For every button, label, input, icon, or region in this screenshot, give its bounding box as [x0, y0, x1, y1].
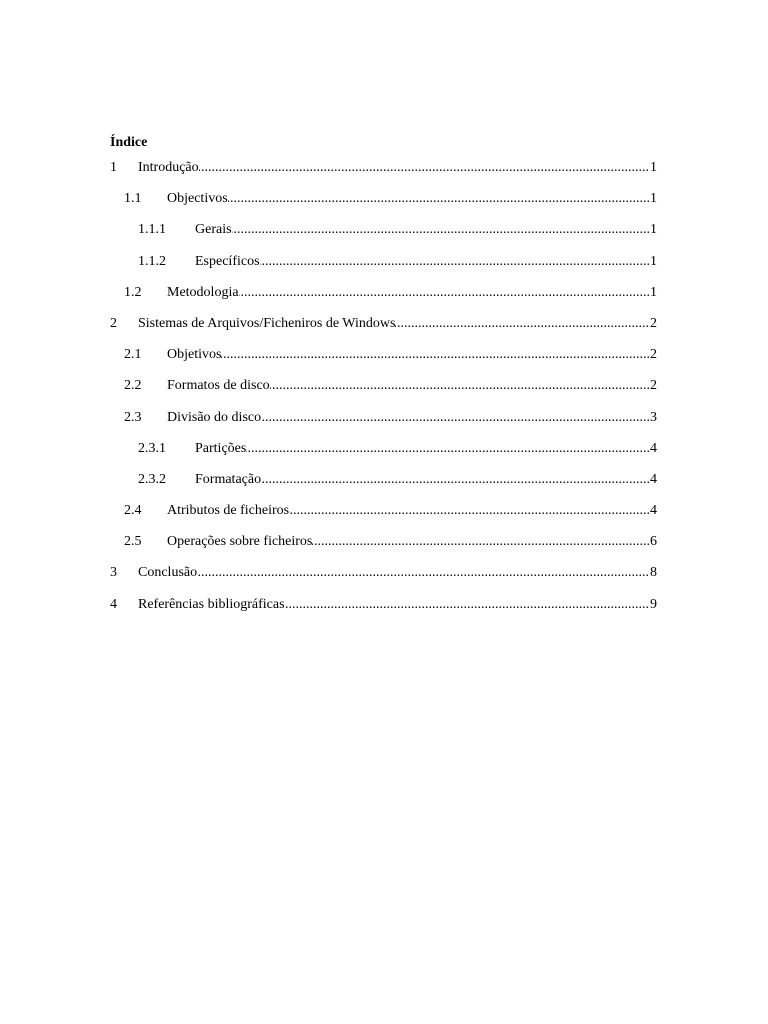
- toc-entry[interactable]: [110, 283, 657, 314]
- toc-entry[interactable]: [110, 439, 657, 470]
- toc-heading: Índice: [110, 135, 148, 150]
- toc-entry-number: 4: [110, 595, 117, 615]
- toc-entry-label: Metodologia: [167, 284, 239, 300]
- toc-entry-number: 2.4: [124, 501, 142, 521]
- toc-entry[interactable]: [110, 532, 657, 563]
- toc-entry-label: Atributos de ficheiros: [167, 503, 290, 519]
- toc-entry-number: 2.2: [124, 376, 142, 396]
- toc-entry-line: [167, 189, 657, 209]
- toc-entry-page: 1: [649, 189, 657, 209]
- toc-entry-label: Formatos de disco: [167, 378, 270, 394]
- toc-entry-number: 1.2: [124, 283, 142, 303]
- toc-entry-label: Gerais: [195, 222, 232, 238]
- toc-entry-line: [167, 376, 657, 396]
- toc-entry-number: 2.5: [124, 532, 142, 552]
- toc-entry-label: Referências bibliográficas: [138, 596, 285, 612]
- toc-entry-page: 2: [649, 314, 657, 334]
- toc-entry-page: 4: [649, 439, 657, 459]
- toc-entry-label: Sistemas de Arquivos/Ficheniros de Windows: [138, 315, 396, 331]
- toc-entry-page: 9: [649, 595, 657, 615]
- toc-entry-line: [138, 595, 657, 615]
- toc-entry-page: 1: [649, 252, 657, 272]
- toc-entry-line: [195, 252, 657, 272]
- toc-entry[interactable]: [110, 189, 657, 220]
- toc-entry[interactable]: [110, 314, 657, 345]
- toc-entry-page: 2: [649, 376, 657, 396]
- toc-entry-page: 6: [649, 532, 657, 552]
- toc-entry-page: 3: [649, 408, 657, 428]
- toc-entry-line: [138, 158, 657, 178]
- toc-entry-line: [167, 408, 657, 428]
- toc-entry-line: [195, 439, 657, 459]
- toc-entry-line: [167, 532, 657, 552]
- toc-entry-page: 1: [649, 220, 657, 240]
- toc-entry-line: [167, 345, 657, 365]
- toc-entry-line: [138, 314, 657, 334]
- toc-entry-label: Objetivos: [167, 347, 222, 363]
- toc-entry-line: [138, 563, 657, 583]
- table-of-contents: [110, 158, 657, 626]
- toc-entry-line: [167, 283, 657, 303]
- toc-entry-page: 1: [649, 283, 657, 303]
- toc-entry-number: 3: [110, 563, 117, 583]
- toc-entry-label: Formatação: [195, 471, 262, 487]
- toc-entry[interactable]: [110, 345, 657, 376]
- toc-entry-number: 1.1.2: [138, 252, 166, 272]
- toc-entry-number: 1.1.1: [138, 220, 166, 240]
- toc-entry[interactable]: [110, 158, 657, 189]
- toc-entry-page: 1: [649, 158, 657, 178]
- toc-entry-page: 4: [649, 501, 657, 521]
- toc-entry[interactable]: [110, 563, 657, 594]
- toc-entry-label: Partições: [195, 440, 247, 456]
- toc-entry[interactable]: [110, 470, 657, 501]
- toc-entry-page: 8: [649, 563, 657, 583]
- toc-entry[interactable]: [110, 408, 657, 439]
- toc-entry[interactable]: [110, 252, 657, 283]
- toc-entry-number: 2.3.1: [138, 439, 166, 459]
- toc-entry-number: 1: [110, 158, 117, 178]
- toc-entry-number: 2.3.2: [138, 470, 166, 490]
- toc-entry-page: 4: [649, 470, 657, 490]
- toc-entry-label: Objectivos: [167, 191, 228, 207]
- toc-entry-number: 2.1: [124, 345, 142, 365]
- toc-entry[interactable]: [110, 376, 657, 407]
- toc-entry-line: [195, 470, 657, 490]
- toc-entry-number: 2: [110, 314, 117, 334]
- toc-entry[interactable]: [110, 220, 657, 251]
- toc-entry-number: 2.3: [124, 408, 142, 428]
- toc-entry-label: Específicos: [195, 253, 260, 269]
- toc-entry[interactable]: [110, 595, 657, 626]
- toc-entry-label: Divisão do disco: [167, 409, 262, 425]
- toc-entry-label: Conclusão: [138, 565, 198, 581]
- toc-entry-label: Introdução: [138, 160, 199, 175]
- toc-entry-page: 2: [649, 345, 657, 365]
- toc-entry-line: [195, 220, 657, 240]
- toc-entry-line: [167, 501, 657, 521]
- toc-entry-label: Operações sobre ficheiros: [167, 534, 313, 550]
- toc-entry[interactable]: [110, 501, 657, 532]
- toc-entry-number: 1.1: [124, 189, 142, 209]
